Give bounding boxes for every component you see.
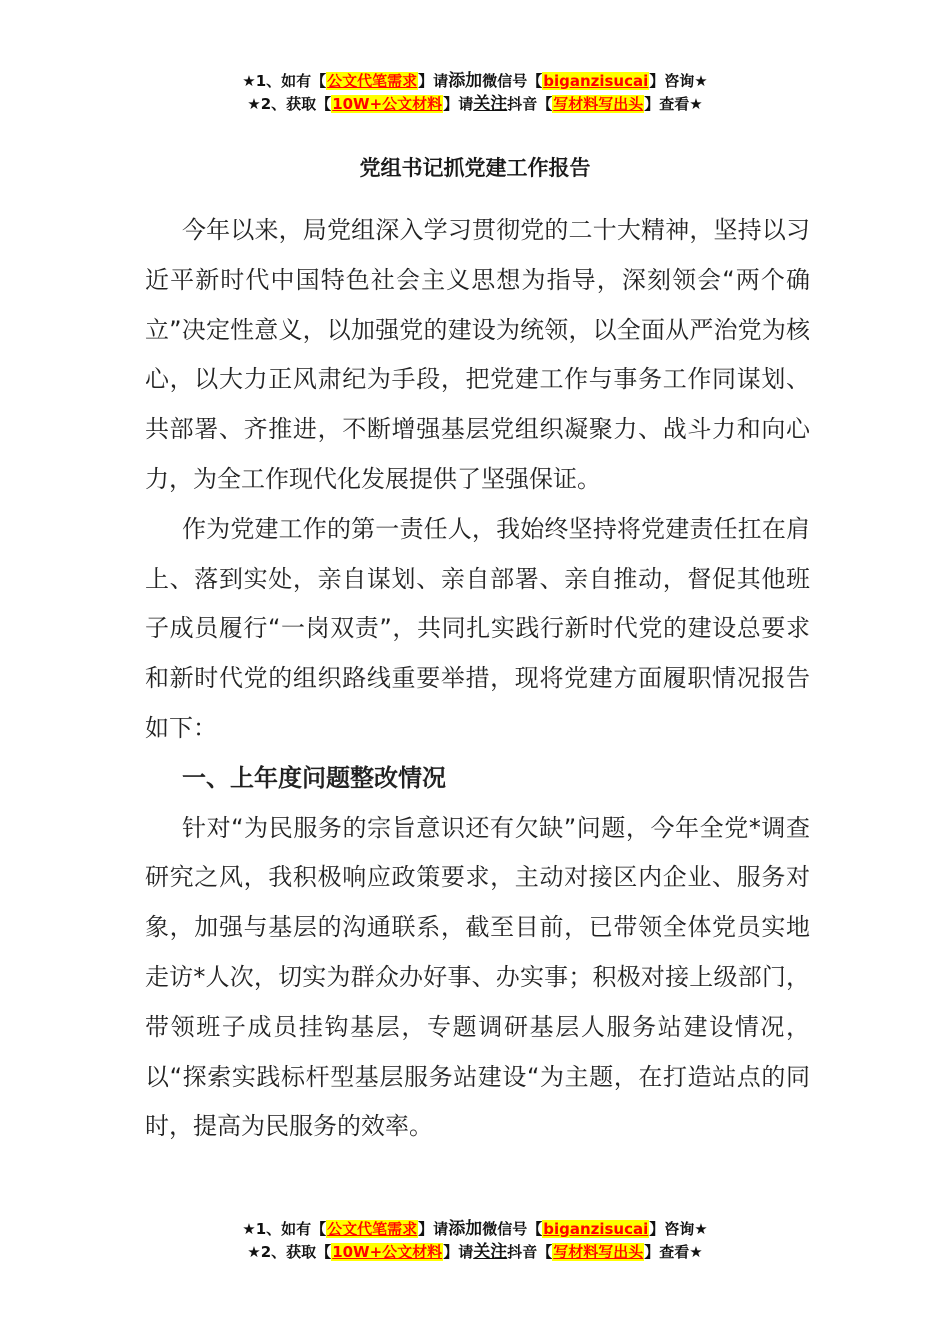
promo-text: 微信号【	[482, 1220, 543, 1238]
promo-text: 】咨询★	[649, 1220, 708, 1238]
promo-line-1	[0, 70, 950, 93]
promo-text: 关注	[473, 94, 508, 114]
promo-text: 抖音【	[507, 95, 553, 113]
promo-text: ★2、获取【	[247, 1243, 332, 1261]
promo-text: 抖音【	[507, 1243, 553, 1261]
document-body	[145, 206, 810, 1152]
promo-text: 添加	[448, 71, 483, 91]
promo-text: ★1、如有【	[242, 1220, 327, 1238]
promo-highlight: 10W+公文材料	[332, 95, 443, 113]
promo-highlight: 写材料写出头	[553, 95, 644, 113]
document-title: 党组书记抓党建工作报告	[359, 156, 591, 180]
promo-text: 】查看★	[644, 95, 703, 113]
promo-highlight: biganzisucai	[543, 72, 649, 90]
promo-highlight: biganzisucai	[543, 1220, 649, 1238]
promo-text: ★1、如有【	[242, 72, 327, 90]
promo-text: 添加	[448, 1219, 483, 1239]
promo-text: 】请	[443, 95, 474, 113]
paragraph-rectification: 针对“为民服务的宗旨意识还有欠缺”问题，今年全党*调查研究之风，我积极响应政策要求，主动对接区内企业、服务对象，加强与基层的沟通联系，截至目前，已带领全体党员实地走访*人次，切实为群众办好事、办实事；积极对接上级部门，带领班子成员挂钩基层，专题调研基层人服务站建设情况，以“探索实践标杆型基层服务站建设“为主题，在打造站点的同时，提高为民服务的效率。	[145, 813, 810, 1141]
promo-text: 】咨询★	[649, 72, 708, 90]
promo-text: 】请	[418, 72, 449, 90]
promo-highlight: 写材料写出头	[553, 1243, 644, 1261]
promo-line-2	[0, 93, 950, 116]
promo-text: ★2、获取【	[247, 95, 332, 113]
bottom-promo-banner	[0, 1218, 950, 1264]
promo-highlight: 10W+公文材料	[332, 1243, 443, 1261]
paragraph-intro: 今年以来，局党组深入学习贯彻党的二十大精神，坚持以习近平新时代中国特色社会主义思想为指导，深刻领会“两个确立”决定性意义，以加强党的建设为统领，以全面从严治党为核心，以大力正风肃纪为手段，把党建工作与事务工作同谋划、共部署、齐推进，不断增强基层党组织凝聚力、战斗力和向心力，为全工作现代化发展提供了坚强保证。	[145, 216, 810, 493]
top-promo-banner	[0, 70, 950, 116]
promo-text: 】查看★	[644, 1243, 703, 1261]
promo-highlight: 公文代笔需求	[327, 72, 418, 90]
promo-line-1	[0, 1218, 950, 1241]
promo-text: 关注	[473, 1242, 508, 1262]
promo-text: 微信号【	[482, 72, 543, 90]
section-heading: 一、上年度问题整改情况	[182, 763, 446, 792]
promo-line-2	[0, 1241, 950, 1264]
paragraph-responsibility: 作为党建工作的第一责任人，我始终坚持将党建责任扛在肩上、落到实处，亲自谋划、亲自部署、亲自推动，督促其他班子成员履行“一岗双责”，共同扎实践行新时代党的建设总要求和新时代党的组织路线重要举措，现将党建方面履职情况报告如下：	[145, 514, 810, 742]
promo-text: 】请	[418, 1220, 449, 1238]
promo-text: 】请	[443, 1243, 474, 1261]
promo-highlight: 公文代笔需求	[327, 1220, 418, 1238]
